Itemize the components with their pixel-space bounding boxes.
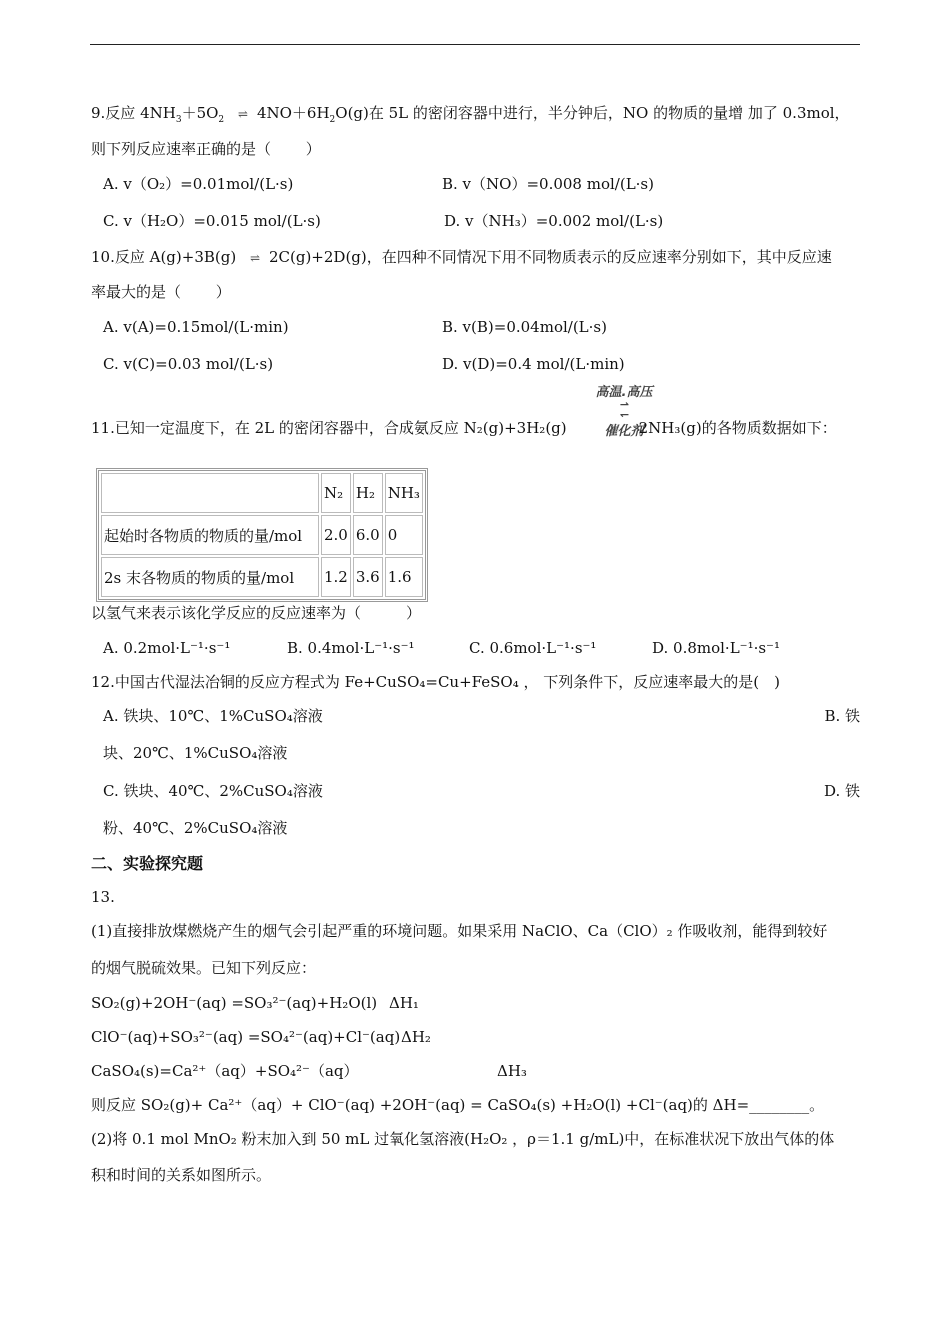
q11-stem-line2: 以氢气来表示该化学反应的反应速率为（ ） [91, 604, 422, 622]
table-header-row [101, 473, 423, 513]
header-rule [90, 44, 860, 45]
table-cell: 起始时各物质的物质的量/mol [101, 515, 319, 555]
section-heading: 二、实验探究题 [91, 854, 204, 873]
q13-number: 13. [91, 888, 115, 906]
q10-option-b[interactable]: B. v(B)=0.04mol/(L·s) [442, 318, 607, 336]
table-cell: 0 [385, 515, 423, 555]
table-row [101, 515, 423, 555]
q12-option-c[interactable]: C. 铁块、40℃、2%CuSO₄溶液 [103, 782, 323, 800]
q10-stem-line1: 10.反应 A(g)+3B(g) ⇌ 2C(g)+2D(g)，在四种不同情况下用不同物质表示的反应速率分别如下，其中反应速 [91, 248, 832, 266]
q10-option-a[interactable]: A. v(A)=0.15mol/(L·min) [103, 318, 289, 336]
condition-bottom: 催化剂 [604, 424, 644, 439]
table-row [101, 557, 423, 597]
q11-stem-line1: 11.已知一定温度下，在 2L 的密闭容器中，合成氨反应 N₂(g)+3H₂(g) 2NH₃(g)的各物质数据如下： [91, 419, 837, 437]
q12-option-a[interactable]: A. 铁块、10℃、1%CuSO₄溶液 [103, 707, 323, 725]
table-cell: 6.0 [353, 515, 383, 555]
reaction-1-dh: ΔH₁ [389, 994, 419, 1012]
table-header-cell: H₂ [353, 473, 383, 513]
equilibrium-arrow-icon: ⇌ [249, 251, 261, 265]
q9-option-d[interactable]: D. v（NH₃）=0.002 mol/(L·s) [444, 212, 664, 230]
q13-part2-line2: 积和时间的关系如图所示。 [91, 1166, 272, 1184]
q9-option-b[interactable]: B. v（NO）=0.008 mol/(L·s) [442, 175, 654, 193]
q10-option-d[interactable]: D. v(D)=0.4 mol/(L·min) [442, 355, 625, 373]
table-header-cell: NH₃ [385, 473, 423, 513]
q12-option-d[interactable]: D. 铁 [823, 782, 860, 800]
q13-part1-line1: (1)直接排放煤燃烧产生的烟气会引起严重的环境问题。如果采用 NaClO、Ca（ClO）₂ 作吸收剂，能得到较好 [91, 922, 828, 940]
reaction-2-dh: ΔH₂ [401, 1028, 431, 1046]
q9-option-a[interactable]: A. v（O₂）=0.01mol/(L·s) [103, 175, 294, 193]
q12-option-b-cont[interactable]: 块、20℃、1%CuSO₄溶液 [103, 744, 288, 762]
q11-option-a[interactable]: A. 0.2mol·L⁻¹·s⁻¹ [103, 639, 231, 657]
reaction-1: SO₂(g)+2OH⁻(aq) =SO₃²⁻(aq)+H₂O(l) [91, 994, 378, 1012]
reaction-3-dh: ΔH₃ [497, 1062, 527, 1080]
q13-part1-line2: 的烟气脱硫效果。已知下列反应： [91, 959, 317, 977]
q9-stem-line2: 则下列反应速率正确的是（ ） [91, 140, 321, 158]
table-header-cell [101, 473, 319, 513]
q11-option-c[interactable]: C. 0.6mol·L⁻¹·s⁻¹ [469, 639, 597, 657]
q11-option-b[interactable]: B. 0.4mol·L⁻¹·s⁻¹ [287, 639, 415, 657]
q13-question-line: 则反应 SO₂(g)+ Ca²⁺（aq）+ ClO⁻(aq) +2OH⁻(aq) = CaSO₄(s) +H₂O(l) +Cl⁻(aq)的 ΔH=________。 [91, 1096, 825, 1114]
reaction-3: CaSO₄(s)=Ca²⁺（aq）+SO₄²⁻（aq） [91, 1062, 359, 1080]
equilibrium-arrow-icon: ⇌ [237, 107, 248, 121]
table-cell: 3.6 [353, 557, 383, 597]
q9-option-c[interactable]: C. v（H₂O）=0.015 mol/(L·s) [103, 212, 321, 230]
q12-option-d-cont[interactable]: 粉、40℃、2%CuSO₄溶液 [103, 819, 288, 837]
condition-top: 高温.高压 [595, 385, 653, 400]
data-table [96, 468, 428, 602]
q10-option-c[interactable]: C. v(C)=0.03 mol/(L·s) [103, 355, 274, 373]
q11-option-d[interactable]: D. 0.8mol·L⁻¹·s⁻¹ [652, 639, 780, 657]
table-header-cell: N₂ [321, 473, 351, 513]
equilibrium-arrow-icon: ⇀ ↽ [619, 398, 629, 421]
reaction-2: ClO⁻(aq)+SO₃²⁻(aq) =SO₄²⁻(aq)+Cl⁻(aq) [91, 1028, 401, 1046]
q13-part2-line1: (2)将 0.1 mol MnO₂ 粉末加入到 50 mL 过氧化氢溶液(H₂O₂ ，ρ＝1.1 g/mL)中，在标准状况下放出气体的体 [91, 1130, 835, 1148]
table-cell: 1.2 [321, 557, 351, 597]
table-cell: 2.0 [321, 515, 351, 555]
q12-option-b[interactable]: B. 铁 [824, 707, 860, 725]
table-cell: 2s 末各物质的物质的量/mol [101, 557, 319, 597]
q9-stem-line1: 9.反应 $4NH_3+5O_2$ ⇌ $4NO+6H_2O(g)$在 5L 的密闭容器中进行，半分钟后，NO 的物质的量增 加了 0.3mol， [91, 104, 850, 125]
q12-stem: 12.中国古代湿法冶铜的反应方程式为 Fe+CuSO₄=Cu+FeSO₄ ， 下列条件下，反应速率最大的是( ) [91, 673, 780, 691]
table-cell: 1.6 [385, 557, 423, 597]
q10-stem-line2: 率最大的是（ ） [91, 283, 231, 301]
